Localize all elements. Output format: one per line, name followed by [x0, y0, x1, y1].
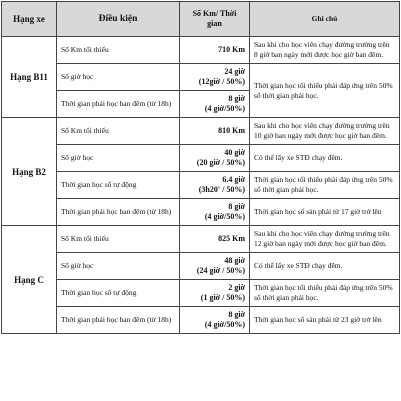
condition-cell: Số Km tối thiểu: [57, 37, 180, 64]
km-value: 8 giờ: [228, 94, 245, 103]
header-km-line2: gian: [207, 19, 222, 28]
km-detail: (4 giờ/50%): [204, 104, 245, 113]
header-condition: Điều kiện: [57, 2, 180, 37]
km-cell: [180, 280, 250, 307]
table-row: [2, 172, 400, 199]
header-class: Hạng xe: [2, 2, 57, 37]
km-detail: (12giờ / 50%): [198, 77, 245, 86]
condition-cell: Thời gian phải học ban đêm (từ 18h): [57, 199, 180, 226]
km-detail: (3h20' / 50%): [198, 185, 245, 194]
condition-cell: Số giờ học: [57, 64, 180, 91]
note-cell: Thời gian học tối thiểu phải đáp ứng trên 50% số thời gian phải học.: [250, 280, 400, 307]
condition-cell: Thời gian phải học ban đêm (từ 18h): [57, 91, 180, 118]
header-note: Ghi chú: [250, 2, 400, 37]
table-row: [2, 199, 400, 226]
km-cell: [180, 64, 250, 91]
km-value: 8 giờ: [228, 310, 245, 319]
km-value: 710 Km: [218, 45, 245, 54]
class-cell: Hạng B2: [2, 118, 57, 226]
km-cell: [180, 199, 250, 226]
condition-cell: Số Km tối thiểu: [57, 118, 180, 145]
training-requirements-table: [1, 1, 400, 334]
header-km-line1: Số Km/ Thời: [192, 9, 237, 18]
note-cell: Sau khi cho học viên chạy đường trường trên 8 giờ ban ngày mới được học giờ ban đêm.: [250, 37, 400, 64]
condition-cell: Thời gian phải học ban đêm (từ 18h): [57, 307, 180, 334]
km-cell: [180, 307, 250, 334]
condition-cell: Số giờ học: [57, 145, 180, 172]
table-header-row: [2, 2, 400, 37]
condition-cell: Thời gian học số tự động: [57, 280, 180, 307]
km-cell: [180, 91, 250, 118]
km-cell: [180, 253, 250, 280]
table-row: [2, 280, 400, 307]
table-row: [2, 145, 400, 172]
table-row: [2, 118, 400, 145]
km-value: 24 giờ: [224, 67, 245, 76]
km-detail: (4 giờ/50%): [204, 320, 245, 329]
km-detail: (24 giờ / 50%): [196, 266, 245, 275]
km-cell: [180, 118, 250, 145]
condition-cell: Số giờ học: [57, 253, 180, 280]
table-row: [2, 37, 400, 64]
km-value: 2 giờ: [228, 283, 245, 292]
table-row: [2, 226, 400, 253]
table-row: [2, 64, 400, 91]
km-value: 40 giờ: [224, 148, 245, 157]
condition-cell: Số Km tối thiểu: [57, 226, 180, 253]
note-cell: Thời gian học tối thiểu phải đáp ứng trên 50% số thời gian phải học.: [250, 64, 400, 118]
km-detail: (1 giờ / 50%): [200, 293, 245, 302]
condition-cell: Thời gian học số tự động: [57, 172, 180, 199]
km-cell: [180, 172, 250, 199]
km-value: 810 Km: [218, 126, 245, 135]
km-value: 825 Km: [218, 234, 245, 243]
note-cell: Sau khi cho học viên chạy đường trường trên 10 giờ ban ngày mới được học giờ ban đêm.: [250, 118, 400, 145]
km-cell: [180, 226, 250, 253]
km-value: 6.4 giờ: [222, 175, 245, 184]
class-cell: Hạng C: [2, 226, 57, 334]
note-cell: Sau khi cho học viên chạy đường trường trên 12 giờ ban ngày mới được học giờ ban đêm.: [250, 226, 400, 253]
note-cell: Có thể lấy xe STĐ chạy đêm.: [250, 253, 400, 280]
km-value: 48 giờ: [224, 256, 245, 265]
km-detail: (20 giờ / 50%): [196, 158, 245, 167]
km-cell: [180, 145, 250, 172]
km-value: 8 giờ: [228, 202, 245, 211]
table-row: [2, 253, 400, 280]
km-cell: [180, 37, 250, 64]
note-cell: Thời gian học số sàn phải từ 17 giờ trở lên: [250, 199, 400, 226]
header-km: [180, 2, 250, 37]
table-row: [2, 307, 400, 334]
note-cell: Có thể lấy xe STĐ chạy đêm.: [250, 145, 400, 172]
km-detail: (4 giờ/50%): [204, 212, 245, 221]
class-cell: Hạng B11: [2, 37, 57, 118]
note-cell: Thời gian học số sàn phải từ 23 giờ trở lên: [250, 307, 400, 334]
note-cell: Thời gian học tối thiểu phải đáp ứng trên 50% số thời gian phải học.: [250, 172, 400, 199]
